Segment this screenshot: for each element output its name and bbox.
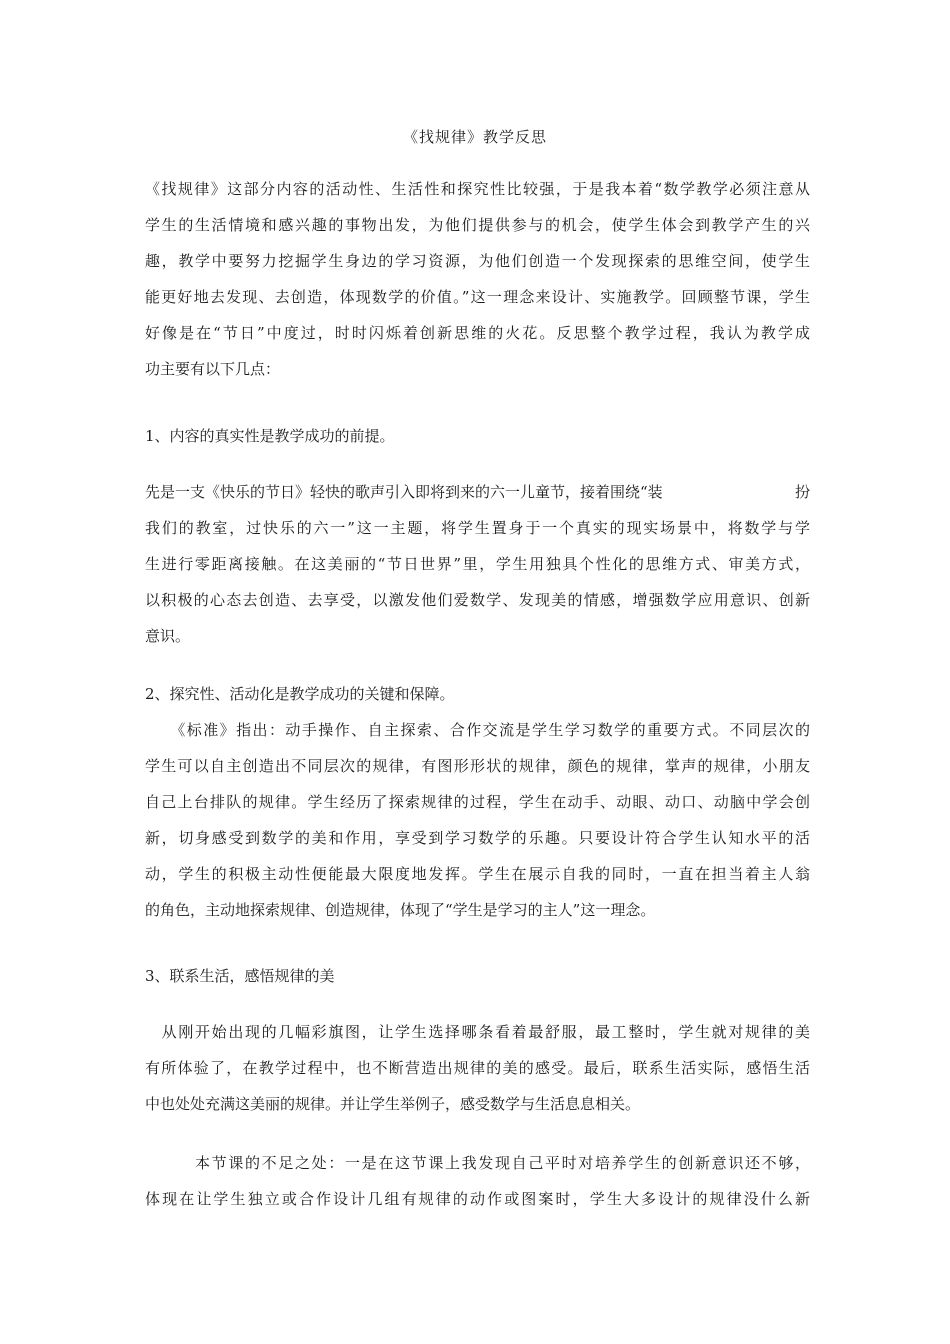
paragraph-line: 新，切身感受到数学的美和作用，享受到学习数学的乐趣。只要设计符合学生认知水平的活 bbox=[145, 829, 810, 847]
paragraph-line: 好像是在“节日”中度过，时时闪烁着创新思维的火花。反思整个教学过程，我认为教学成 bbox=[145, 324, 810, 342]
section-heading: 1、内容的真实性是教学成功的前提。 bbox=[145, 427, 395, 445]
paragraph-line: 从刚开始出现的几幅彩旗图，让学生选择哪条看着最舒服，最工整时，学生就对规律的美 bbox=[145, 1023, 810, 1041]
paragraph-line: 体现在让学生独立或合作设计几组有规律的动作或图案时，学生大多设计的规律没什么新 bbox=[145, 1190, 810, 1208]
section-1 bbox=[145, 418, 810, 454]
section-1-paragraph bbox=[145, 474, 810, 654]
line-right-text: 扮 bbox=[794, 483, 810, 501]
paragraph-line: 的角色，主动地探索规律、创造规律，体现了“学生是学习的主人”这一理念。 bbox=[145, 901, 656, 919]
paragraph-line: 动，学生的积极主动性便能最大限度地发挥。学生在展示自我的同时，一直在担当着主人翁 bbox=[145, 865, 810, 883]
paragraph-line: 有所体验了，在教学过程中，也不断营造出规律的美的感受。最后，联系生活实际，感悟生活 bbox=[145, 1059, 810, 1077]
paragraph-line: 《标准》指出：动手操作、自主探索、合作交流是学生学习数学的重要方式。不同层次的 bbox=[145, 721, 810, 739]
document-title: 《找规律》教学反思 bbox=[402, 128, 547, 146]
section-3-paragraph bbox=[145, 1014, 810, 1122]
section-2 bbox=[145, 676, 810, 928]
section-heading: 3、联系生活，感悟规律的美 bbox=[145, 967, 335, 985]
paragraph-line: 学生的生活情境和感兴趣的事物出发，为他们提供参与的机会，使学生体会到教学产生的兴 bbox=[145, 216, 810, 234]
paragraph-line: 趣，教学中要努力挖掘学生身边的学习资源，为他们创造一个发现探索的思维空间，使学生 bbox=[145, 252, 810, 270]
paragraph-line: 功主要有以下几点： bbox=[145, 360, 281, 378]
paragraph-line: 能更好地去发现、去创造，体现数学的价值。”这一理念来设计、实施教学。回顾整节课，学生 bbox=[145, 288, 810, 306]
line-left-text: 先是一支《快乐的节日》轻快的歌声引入即将到来的六一儿童节，接着围绕“装 bbox=[145, 483, 663, 501]
shortcomings-paragraph bbox=[145, 1145, 810, 1217]
paragraph-line: 我们的教室，过快乐的六一”这一主题，将学生置身于一个真实的现实场景中，将数学与学 bbox=[145, 519, 810, 537]
section-3 bbox=[145, 958, 810, 994]
paragraph-line: 生进行零距离接触。在这美丽的“节日世界”里，学生用独具个性化的思维方式、审美方式， bbox=[145, 555, 810, 573]
paragraph-line: 中也处处充满这美丽的规律。并让学生举例子，感受数学与生活息息相关。 bbox=[145, 1095, 641, 1113]
paragraph-line: 《找规律》这部分内容的活动性、生活性和探究性比较强，于是我本着“数学教学必须注意从 bbox=[145, 180, 810, 198]
paragraph-line: 以积极的心态去创造、去享受，以激发他们爱数学、发现美的情感，增强数学应用意识、创新 bbox=[145, 591, 810, 609]
paragraph-line bbox=[145, 474, 810, 510]
section-heading: 2、探究性、活动化是教学成功的关键和保障。 bbox=[145, 685, 455, 703]
paragraph-line: 意识。 bbox=[145, 627, 191, 645]
paragraph-line: 学生可以自主创造出不同层次的规律，有图形形状的规律，颜色的规律，掌声的规律，小朋友 bbox=[145, 757, 810, 775]
paragraph-line: 自己上台排队的规律。学生经历了探索规律的过程，学生在动手、动眼、动口、动脑中学会创 bbox=[145, 793, 810, 811]
paragraph-line: 本节课的不足之处：一是在这节课上我发现自己平时对培养学生的创新意识还不够， bbox=[145, 1154, 810, 1172]
intro-paragraph bbox=[145, 171, 810, 387]
